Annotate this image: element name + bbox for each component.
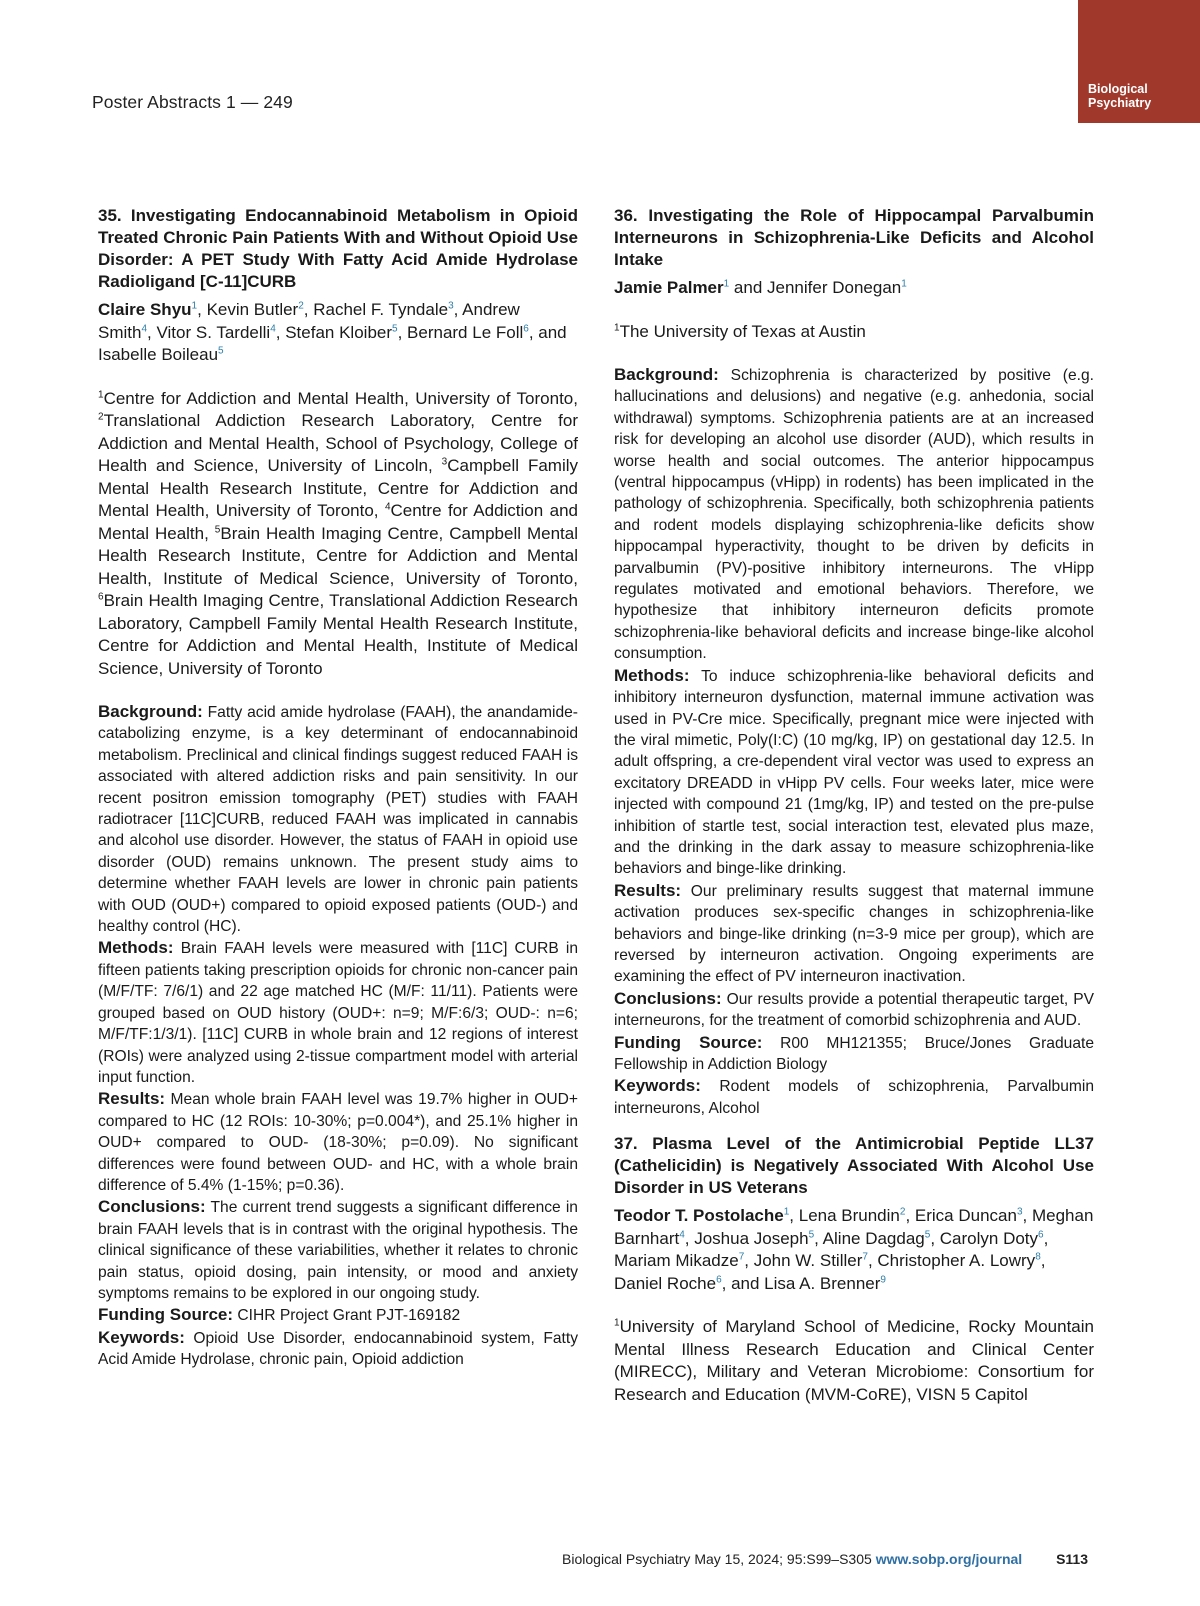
running-head: Poster Abstracts 1 — 249 (92, 92, 293, 112)
section-text: Mean whole brain FAAH level was 19.7% higher in OUD+ compared to HC (12 ROIs: 10-30%; p=0.004*), and 25.1% higher in OUD+ compared to OUD- (18-30%; p=0.09). No significant differences were found between OUD- and HC, with a whole brain difference of 5.4% (1-15%; p=0.36). (98, 1091, 578, 1194)
author-affiliation-ref: 1 (723, 278, 730, 290)
abstract-37 (614, 1133, 1094, 1406)
author-name: Lena Brundin (798, 1206, 900, 1226)
journal-name-line: Psychiatry (1088, 96, 1152, 110)
author-affiliation-ref: 9 (880, 1274, 886, 1286)
section-text: Fatty acid amide hydrolase (FAAH), the anandamide-catabolizing enzyme, is a key determinant of endocannabinoid metabolism. Preclinical and clinical findings suggest reduced FAAH is associated with altered addiction risks and pain sensitivity. In our recent positron emission tomography (PET) studies with FAAH radiotracer [11C]CURB, reduced FAAH was implicated in cannabis and alcohol use disorder. However, the status of FAAH in opioid use disorder (OUD) remains unknown. The present study aims to determine whether FAAH levels are lower in chronic pain patients with OUD (OUD+) compared to opioid exposed patients (OUD-) and healthy control (HC). (98, 704, 578, 936)
affiliation-number: 3 (441, 456, 448, 468)
affiliation-text: Centre for Addiction and Mental Health (98, 501, 578, 543)
author-name: Kevin Butler (206, 300, 299, 319)
author-affiliation-ref: 1 (191, 300, 198, 312)
author-name: Stefan Kloiber (285, 322, 393, 342)
author-affiliation-ref: 4 (141, 322, 148, 334)
section-text: CIHR Project Grant PJT-169182 (237, 1307, 461, 1325)
affiliation-number: 2 (98, 411, 104, 423)
author-name: Meghan Barnhart (614, 1206, 1094, 1248)
section-text: R00 MH121355; Bruce/Jones Graduate Fellowship in Addiction Biology (614, 1034, 1094, 1073)
section-text: Schizophrenia is characterized by positive (e.g. hallucinations and delusions) and negative (e.g. anhedonia, social withdrawal) symptoms. Schizophrenia patients are at an increased risk for developing an alcohol use disorder (AUD), which results in worse health and social outcomes. The anterior hippocampus (ventral hippocampus (vHipp) in rodents) has been implicated in the pathology of schizophrenia. Specifically, both schizophrenia patients and rodent models displaying schizophrenia-like deficits show hippocampal hyperactivity, thought to be driven by deficits in parvalbumin (PV)-positive inhibitory interneurons. The vHipp regulates motivated and emotional behaviors. Therefore, we hypothesize that inhibitory interneuron deficits promote schizophrenia-like behavioral deficits and increase binge-like alcohol consumption. (614, 367, 1094, 663)
abstract-section (614, 1075, 1094, 1119)
author-name: Jennifer Donegan (767, 278, 902, 297)
right-column (614, 205, 1094, 1427)
affiliation-list: $^1$Centre for Addiction and Mental Health, University of Toronto, $^2$Translational Addiction Research Laboratory, Centre for Addiction and Mental Health, School of Psychology, College of Health and Science, University of Lincoln, $^3$Campbell Family Mental Health Research Institute, Centre for Addiction and Mental Health, University of Toronto, $^4$Centre for Addiction and Mental Health, $^5$Brain Health Imaging Centre, Campbell Mental Health Research Institute, Centre for Addiction and Mental Health, Institute of Medical Science, University of Toronto, $^6$Brain Health Imaging Centre, Translational Addiction Research Laboratory, Campbell Family Mental Health Research Institute, Centre for Addiction and Mental Health, Institute of Medical Science, University of Toronto (98, 388, 579, 678)
author-name: Joshua Joseph (694, 1228, 809, 1248)
abstract-title: 35. Investigating Endocannabinoid Metabolism in Opioid Treated Chronic Pain Patients With and Without Opioid Use Disorder: A PET Study With Fatty Acid Amide Hydrolase Radioligand [C-11]CURB (98, 206, 578, 291)
section-text: Brain FAAH levels were measured with [11C] CURB in fifteen patients taking prescription opioids for chronic non-cancer pain (M/F/TF: 7/6/1) and 22 age matched HC (M/F: 11/11). Patients were grouped based on OUD history (OUD+: n=9; M/F:6/3; OUD-: n=6; M/F/TF:1/3/1). [11C] CURB in whole brain and 12 regions of interest (ROIs) were analyzed using 2-tissue compartment model with arterial input function. (98, 940, 578, 1086)
abstract-section (614, 1032, 1094, 1076)
abstract-section (98, 1304, 578, 1326)
affiliation-number: 4 (384, 501, 391, 513)
abstract-section (614, 880, 1094, 988)
author-list: Claire Shyu$^1$, Kevin Butler$^2$, Rachel F. Tyndale$^3$, Andrew Smith$^4$, Vitor S. Tardelli$^4$, Stefan Kloiber$^5$, Bernard Le Foll$^6$, and Isabelle Boileau$^5$ (98, 300, 567, 364)
author-name: Aline Dagdag (822, 1228, 925, 1248)
affiliation-number: 1 (614, 1317, 620, 1329)
affiliation-text: Brain Health Imaging Centre, Translational Addiction Research Laboratory, Campbell Family Mental Health Research Institute, Centre for Addiction and Mental Health, Institute of Medical Science, University of Toronto (98, 591, 578, 678)
section-text: Rodent models of schizophrenia, Parvalbumin interneurons, Alcohol (614, 1078, 1094, 1117)
author-affiliation-ref: 2 (899, 1206, 906, 1218)
section-text: The current trend suggests a significant difference in brain FAAH levels that is in contrast with the original hypothesis. The clinical significance of these variabilities, whether it relates to chronic pain status, opioid dosing, pain intensity, or mood and anxiety symptoms remains to be explored in our ongoing study. (98, 1199, 578, 1302)
affiliation-number: 1 (98, 388, 104, 400)
abstract-section (98, 1327, 578, 1371)
author-name: Andrew Smith (98, 300, 520, 342)
author-affiliation-ref: 5 (808, 1229, 815, 1241)
section-label: Background: (98, 702, 203, 721)
abstract-section (614, 364, 1094, 665)
journal-url-link[interactable]: www.sobp.org/journal (875, 1551, 1023, 1567)
section-text: Our results provide a potential therapeutic target, PV interneurons, for the treatment of comorbid schizophrenia and AUD. (614, 990, 1094, 1030)
affiliation-list (614, 1316, 1094, 1406)
author-name: Christopher A. Lowry (877, 1251, 1036, 1271)
abstract-section (98, 937, 578, 1088)
abstract-36 (614, 205, 1094, 1119)
author-affiliation-ref: 5 (924, 1229, 931, 1241)
author-name: Mariam Mikadze (614, 1251, 739, 1271)
section-label: Keywords: (614, 1076, 701, 1096)
author-affiliation-ref: 6 (716, 1274, 722, 1286)
author-affiliation-ref: 3 (1016, 1206, 1023, 1218)
section-label: Results: (98, 1089, 166, 1109)
author-name: Carolyn Doty (939, 1228, 1039, 1248)
author-affiliation-ref: 4 (679, 1229, 685, 1241)
abstract-section (98, 1088, 578, 1196)
author-name: Isabelle Boileau (98, 345, 219, 364)
author-affiliation-ref: 5 (218, 345, 224, 357)
author-affiliation-ref: 2 (298, 300, 304, 312)
author-affiliation-ref: 3 (448, 300, 454, 312)
author-list: Teodor T. Postolache$^1$, Lena Brundin$^2$, Erica Duncan$^3$, Meghan Barnhart$^4$, Joshua Joseph$^5$, Aline Dagdag$^5$, Carolyn Doty$^6$, Mariam Mikadze$^7$, John W. Stiller$^7$, Christopher A. Lowry$^8$, Daniel Roche$^6$, and Lisa A. Brenner$^9$ (614, 1206, 1094, 1293)
author-affiliation-ref: 1 (901, 278, 907, 290)
author-name: Bernard Le Foll (407, 322, 524, 342)
author-name: Claire Shyu (98, 300, 192, 319)
author-affiliation-ref: 4 (270, 322, 276, 334)
abstract-section (98, 701, 578, 937)
section-label: Methods: (614, 665, 690, 685)
section-text: Opioid Use Disorder, endocannabinoid system, Fatty Acid Amide Hydrolase, chronic pain, Opioid addiction (98, 1329, 578, 1369)
section-text: Our preliminary results suggest that maternal immune activation produces sex-specific changes in schizophrenia-like behaviors and binge-like drinking (n=3-9 mice per group), which are reversed by interneuron activation. Ongoing experiments are examining the effect of PV interneuron inactivation. (614, 882, 1094, 986)
journal-name-line: Biological (1088, 82, 1148, 96)
abstract-section (614, 665, 1094, 880)
journal-name (1088, 82, 1151, 110)
affiliation-number: 1 (614, 321, 620, 333)
affiliation-number: 6 (98, 591, 104, 603)
section-label: Background: (614, 365, 719, 384)
author-affiliation-ref: 6 (523, 322, 529, 334)
section-label: Conclusions: (614, 988, 722, 1008)
author-affiliation-ref: 6 (1038, 1229, 1044, 1241)
footer-citation: Biological Psychiatry May 15, 2024; 95:S99–S305 (562, 1551, 872, 1567)
author-list: Jamie Palmer$^1$ and Jennifer Donegan$^1$ (614, 278, 907, 297)
page-footer (562, 1551, 1088, 1567)
abstract-title: 36. Investigating the Role of Hippocampal Parvalbumin Interneurons in Schizophrenia-Like Deficits and Alcohol Intake (614, 206, 1094, 269)
author-affiliation-ref: 5 (392, 322, 398, 334)
author-name: Vitor S. Tardelli (156, 322, 271, 342)
section-label: Results: (614, 880, 682, 900)
affiliation-text: Brain Health Imaging Centre, Campbell Mental Health Research Institute, Centre for Addiction and Mental Health, Institute of Medical Science, University of Toronto (98, 523, 578, 588)
author-affiliation-ref: 8 (1035, 1251, 1041, 1263)
author-name: Teodor T. Postolache (614, 1206, 784, 1226)
author-name: Erica Duncan (914, 1206, 1017, 1226)
affiliation-text: Campbell Family Mental Health Research Institute, Centre for Addiction and Mental Health, University of Toronto (98, 456, 579, 520)
author-affiliation-ref: 7 (862, 1251, 868, 1263)
author-name: Daniel Roche (614, 1273, 717, 1293)
affiliation-text: Translational Addiction Research Laboratory, Centre for Addiction and Mental Health, School of Psychology, College of Health and Science, University of Lincoln (98, 411, 578, 475)
affiliation-text: University of Maryland School of Medicine, Rocky Mountain Mental Illness Research Education and Clinical Center (MIRECC), Military and Veteran Microbiome: Consortium for Research and Education (MVM-CoRE), VISN 5 Capitol (614, 1317, 1094, 1404)
abstract-35 (98, 205, 578, 1371)
section-text: To induce schizophrenia-like behavioral deficits and inhibitory interneuron dysfunction, maternal immune activation was used in PV-Cre mice. Specifically, pregnant mice were injected with the viral mimetic, Poly(I:C) (10 mg/kg, IP) on gestational day 12.5. In adult offspring, a cre-dependent viral vector was used to express an excitatory DREADD in vHipp PV cells. Four weeks later, mice were injected with compound 21 (1mg/kg, IP) and tested on the pre-pulse inhibition of startle test, social interaction test, elevated plus maze, and the drinking in the dark assay to measure schizophrenia-like behaviors and binge-like drinking. (614, 667, 1094, 878)
section-label: Funding Source: (614, 1032, 763, 1052)
section-label: Methods: (98, 938, 174, 958)
section-label: Conclusions: (98, 1197, 206, 1217)
affiliation-text: Centre for Addiction and Mental Health, University of Toronto (103, 388, 574, 408)
author-affiliation-ref: 7 (738, 1251, 745, 1263)
affiliation-list (614, 321, 1094, 344)
affiliation-text: The University of Texas at Austin (619, 321, 866, 341)
journal-tab (1078, 0, 1200, 123)
section-label: Funding Source: (98, 1305, 234, 1325)
author-name: Lisa A. Brenner (764, 1273, 881, 1293)
author-name: Rachel F. Tyndale (313, 300, 449, 319)
author-affiliation-ref: 1 (783, 1206, 790, 1218)
abstract-section (614, 988, 1094, 1032)
abstract-title: 37. Plasma Level of the Antimicrobial Peptide LL37 (Cathelicidin) is Negatively Associated With Alcohol Use Disorder in US Veterans (614, 1134, 1094, 1198)
author-name: John W. Stiller (753, 1251, 863, 1271)
left-column (98, 205, 578, 1371)
affiliation-number: 5 (214, 523, 221, 535)
abstract-section (98, 1196, 578, 1304)
page-number: S113 (1056, 1551, 1088, 1567)
author-name: Jamie Palmer (614, 278, 724, 297)
section-label: Keywords: (98, 1327, 185, 1347)
